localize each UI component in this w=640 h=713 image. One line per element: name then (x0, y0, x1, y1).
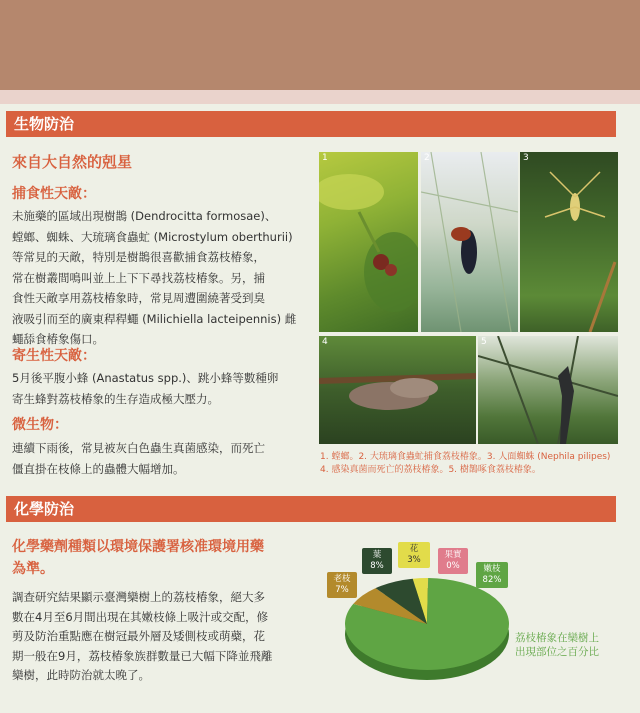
photo-spider (520, 152, 618, 332)
photo-mantis-art (319, 152, 418, 332)
photo-magpie-art (478, 336, 618, 444)
chem-body-line: 欒樹，此時防治就太晚了。 (12, 668, 150, 682)
predators-line: 常在樹叢間鳴叫並上上下下尋找荔枝椿象。另，捕 (12, 270, 265, 285)
parasites-line: 寄生蜂對荔枝椿象的生存造成極大壓力。 (12, 391, 219, 406)
chem-body-line: 調查研究結果顯示臺灣欒樹上的荔枝椿象，絕大多 (12, 590, 265, 604)
pie-label-name: 老枝 (333, 574, 351, 584)
predators-line: 等常見的天敵，特別是樹鵲很喜歡捕食荔枝椿象， (12, 250, 265, 264)
predators-line: 食性天敵享用荔枝椿象時，常見周遭圍繞著受到臭 (12, 291, 265, 305)
parasites-title: 寄生性天敵： (12, 348, 96, 364)
photo-fungus-bug (319, 336, 476, 444)
microbes-line: 僵直掛在枝條上的蟲體大幅增加。 (12, 461, 185, 476)
nature-heading: 來自大自然的剋星 (12, 153, 133, 171)
chem-body-line: 數在4月至6月間出現在其嫩枝條上吸汁或交配，修 (12, 609, 269, 624)
photo-number: 5 (481, 337, 487, 347)
parasites-text (12, 368, 312, 409)
pie-label-flower (398, 542, 430, 568)
chem-body-line: 期一般在9月，荔枝椿象族群數量已大幅下降並飛離 (12, 648, 273, 663)
predators-line: 液吸引而至的廣東稈稈蠅 (Milichiella lacteipennis) 雌 (12, 311, 297, 326)
chem-body-line: 剪及防治重點應在樹冠最外層及矮側枝或萌蘗，花 (12, 629, 265, 643)
photo-number: 1 (322, 153, 328, 163)
photo-caption-2: 4. 感染真菌而死亡的荔枝椿象。5. 樹鵲啄食荔枝椿象。 (320, 465, 541, 475)
photo-robber-fly-art (421, 152, 518, 332)
photo-fungus-bug-art (319, 336, 476, 444)
photo-spider-art (520, 152, 618, 332)
pie-annotation-line: 荔枝椿象在欒樹上 (515, 632, 599, 644)
pie-label-fruit (438, 548, 468, 574)
microbes-line: 連續下雨後，常見被灰白色蟲生真菌感染，而死亡 (12, 441, 265, 455)
predators-text (12, 206, 312, 350)
pie-label-name: 果實 (444, 550, 462, 560)
header-pink-strip (0, 90, 640, 104)
pie-label-young-branch (476, 562, 508, 588)
header-band (0, 0, 640, 90)
section-title-biological: 生物防治 (6, 111, 616, 137)
chem-heading-line: 化學藥劑種類以環境保護署核准環境用藥 (12, 539, 264, 555)
photo-magpie (478, 336, 618, 444)
microbes-text (12, 438, 312, 479)
chem-heading-line: 為準。 (12, 561, 54, 577)
predators-line: 螳螂、蜘蛛、大琉璃食蟲虻 (Microstylum oberthurii) (12, 229, 293, 244)
predators-line: 蠅舔食椿象傷口。 (12, 332, 104, 346)
microbes-title: 微生物： (12, 417, 68, 433)
photo-caption-1: 1. 螳螂。2. 大琉璃食蟲虻捕食荔枝椿象。3. 人面蜘蛛 (Nephila pilipes) (320, 452, 611, 462)
photo-number: 4 (322, 337, 328, 347)
section-title-chemical: 化學防治 (6, 496, 616, 522)
predators-title: 捕食性天敵： (12, 186, 96, 202)
pie-label-value: 82% (482, 575, 502, 585)
pie-label-name: 嫩枝 (483, 564, 501, 574)
pie-label-value: 8% (370, 561, 384, 571)
pie-label-value: 3% (407, 555, 421, 565)
pie-annotation-line: 出現部位之百分比 (515, 646, 599, 658)
pie-label-leaf (362, 548, 392, 574)
pie-label-value: 0% (446, 561, 460, 571)
parasites-line: 5月後平腹小蜂 (Anastatus spp.)、跳小蜂等數種卵 (12, 371, 279, 385)
photo-number: 3 (523, 153, 529, 163)
pie-label-value: 7% (335, 585, 349, 595)
chem-body (12, 588, 312, 686)
pie-label-old-branch (327, 572, 357, 598)
pie-label-name: 葉 (372, 550, 382, 560)
pie-label-name: 花 (409, 544, 419, 554)
predators-line: 未施藥的區域出現樹鵲 (Dendrocitta formosae)、 (12, 209, 277, 223)
pie-annotation (515, 631, 599, 659)
photo-robber-fly (421, 152, 518, 332)
photo-number: 2 (424, 153, 430, 163)
chem-heading (12, 536, 264, 580)
photo-mantis (319, 152, 418, 332)
